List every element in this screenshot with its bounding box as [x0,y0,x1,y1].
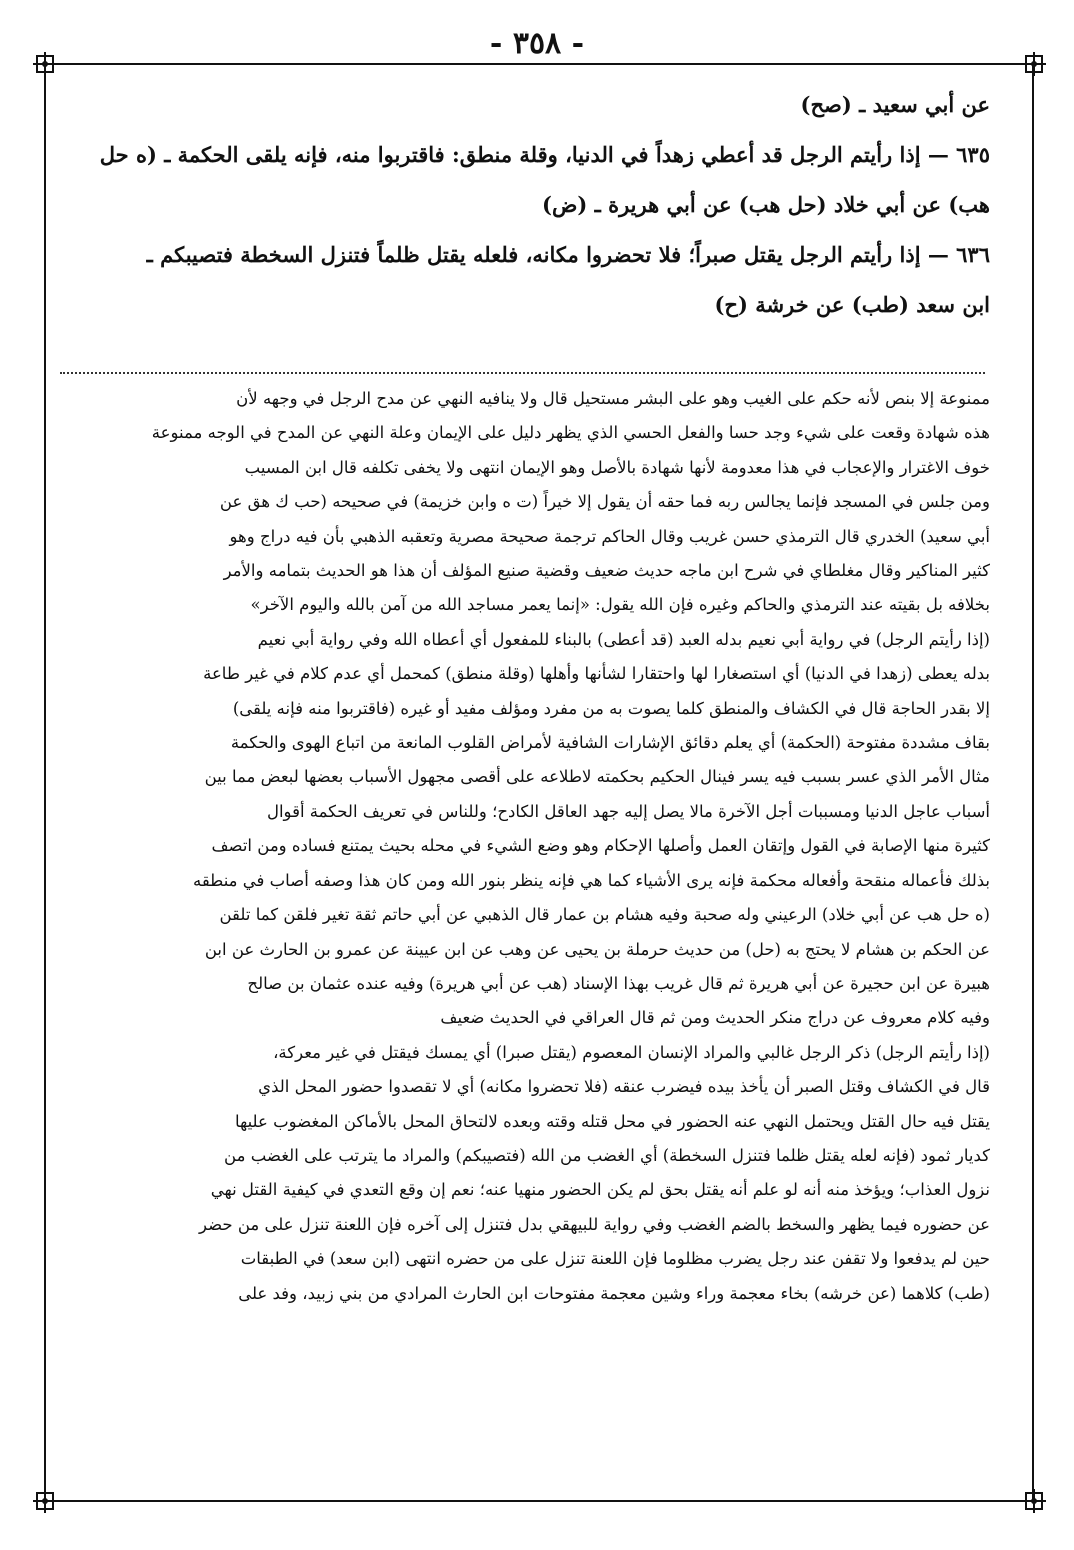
hadith-line: ابن سعد (طب) عن خرشة (ح) [714,292,990,317]
commentary-line: بذلك فأعماله منقحة وأفعاله محكمة فإنه يرى الأشياء كما هي فإنه ينظر بنور الله ومن كان هذا وصفه أصاب في منطقه [192,870,990,890]
commentary-line: ممنوعة إلا بنص لأنه حكم على الغيب وهو على البشر مستحيل قال ولا ينافيه النهي عن مدح الرجل في وجهه لأن [236,389,990,408]
commentary-line: ومن جلس في المسجد فإنما يجالس ربه فما حقه أن يقول إلا خيراً (ت ه وابن خزيمة) في صحيحه (حب ك هق عن [219,492,990,512]
commentary-line: كثيرة منها الإصابة في القول وإتقان العمل وأصلها الإحكام وهو وضع الشيء في محله بحيث يمتنع فساده ومن اتصف [211,836,990,856]
corner-ornament-icon [31,1487,59,1515]
hadith-line: ٦٣٦ — إذا رأيتم الرجل يقتل صبراً؛ فلا تحضروا مكانه، فلعله يقتل ظلماً فتنزل السخطة فتصيبكم ـ [146,242,990,267]
commentary-line: (طب) كلاهما (عن خرشه) بخاء معجمة وراء وشين معجمة مفتوحات ابن الحارث المرادي من بني زبيد، وفد على [238,1283,990,1303]
commentary-line: حين لم يدفعوا ولا تقفن عند رجل يضرب مظلوما فإن اللعنة تنزل على من حضره انتهى (ابن سعد) في الطبقات [240,1249,990,1269]
commentary-line: قال في الكشاف وقتل الصبر أن يأخذ بيده فيضرب عنقه (فلا تحضروا مكانه) أي لا تقصدوا حضور المحل الذي [258,1077,990,1097]
commentary-line: إلا بقدر الحاجة قال في الكشاف والمنطق كلما يصوت به من مفرد ومؤلف مفيد أو غيره (فاقتربوا منه فإنه يلقى) [232,698,990,718]
commentary-line: نزول العذاب؛ ويؤخذ منه أنه لو علم أنه يقتل بحق لم يكن الحضور منهيا عنه؛ نعم إن وقع التعدي في كيفية القتل نهي [210,1180,990,1200]
page-border-left [44,63,46,1500]
page-border-bottom [44,1500,1034,1502]
commentary-line: (إذا رأيتم الرجل) في رواية أبي نعيم بدله العبد (قد أعطى) بالبناء للمفعول أي أعطاه الله وفي رواية أبي نعيم [257,629,990,649]
hadith-section [60,80,990,330]
commentary-line: كثير المناكير وقال مغلطاي في شرح ابن ماجه حديث ضعيف وقضية صنيع المؤلف أن هذا هو الحديث بتمامه والأمر [223,561,990,581]
commentary-section [62,382,990,1311]
commentary-line: عن حضوره فيما يظهر والسخط بالضم الغضب وفي رواية للبيهقي بدل فتنزل إلى آخره فإن اللعنة تنزل على من حضر [198,1214,990,1234]
commentary-line: أسباب عاجل الدنيا ومسببات أجل الآخرة مالا يصل إليه جهد العاقل الكادح؛ وللناس في تعريف الحكمة أقوال [266,801,990,821]
commentary-line: وفيه كلام معروف عن دراج منكر الحديث ومن ثم قال العراقي في الحديث ضعيف [440,1008,990,1028]
hadith-line: عن أبي سعيد ـ (صح) [800,92,990,117]
commentary-line: هذه شهادة وقعت على شيء وجد حسا والفعل الحسي الذي يظهر دليل على الإيمان وعلة النهي عن المدح في الوجه ممنوعة [151,423,990,443]
commentary-line: عن الحكم بن هشام لا يحتج به (حل) من حديث حرملة بن يحيى عن وهب عن ابن عيينة عن عمرو بن الحارث عن ابن [204,939,990,959]
page-border-right [1032,63,1034,1500]
commentary-line: بخلافه بل بقيته عند الترمذي والحاكم وغيره فإن الله يقول: «إنما يعمر مساجد الله من آمن بالله واليوم الآخر» [250,595,990,615]
commentary-line: بقاف مشددة مفتوحة (الحكمة) أي يعلم دقائق الإشارات الشافية لأمراض القلوب المانعة من اتباع الهوى والحكمة [230,733,990,753]
commentary-line: (إذا رأيتم الرجل) ذكر الرجل غالبي والمراد الإنسان المعصوم (يقتل صبرا) أي يمسك فيقتل في غير معركة، [273,1042,990,1062]
commentary-line: بدله يعطى (زهدا في الدنيا) أي استصغارا لها واحتقارا لشأنها وأهلها (وقلة منطق) كمحمل أي عدم كلام في غير طاعة [203,664,990,684]
commentary-line: يقتل فيه حال القتل ويحتمل النهي عنه الحضور في محل قتله وقته وبعده لالتحاق المحل بالأماكن المغضوب عليها [234,1111,990,1131]
commentary-line: هبيرة عن ابن حجيرة عن أبي هريرة ثم قال غريب بهذا الإسناد (هب عن أبي هريرة) وفيه عنده عثمان بن صالح [247,973,990,993]
page-number: - ٣٥٨ - [489,26,585,61]
commentary-line: مثال الأمر الذي عسر بسبب فيه يسر فينال الحكيم بحكمته لاطلاعه على أقصى مجهول الأسباب بعضها لبعض مما بين [204,767,990,787]
commentary-line: (ه حل هب عن أبي خلاد) الرعيني وله صحبة وفيه هشام بن عمار قال الذهبي عن أبي حاتم ثقة تغير فلقن كما تلقن [219,905,990,925]
hadith-line: هب) عن أبي خلاد (حل هب) عن أبي هريرة ـ (ض) [542,192,990,217]
corner-ornament-icon [1020,1487,1048,1515]
commentary-line: أبي سعيد) الخدري قال الترمذي حسن غريب وقال الحاكم ترجمة صحيحة مصرية وتعقبه الذهبي بأن فيه دراج وهو [229,526,990,546]
commentary-line: خوف الاغترار والإعجاب في هذا معدومة لأنها شهادة بالأصل وهو الإيمان انتهى ولا يخفى تكلفه قال ابن المسيب [244,457,990,477]
hadith-line: ٦٣٥ — إذا رأيتم الرجل قد أعطي زهداً في الدنيا، وقلة منطق: فاقتربوا منه، فإنه يلقى الحكمة ـ (ه حل [99,142,990,167]
page-border-top [44,63,1034,65]
section-divider [60,372,985,374]
commentary-line: كديار ثمود (فإنه لعله يقتل ظلما فتنزل السخطة) أي الغضب من الله (فتصيبكم) والمراد ما يترتب على الغضب من [224,1145,990,1165]
